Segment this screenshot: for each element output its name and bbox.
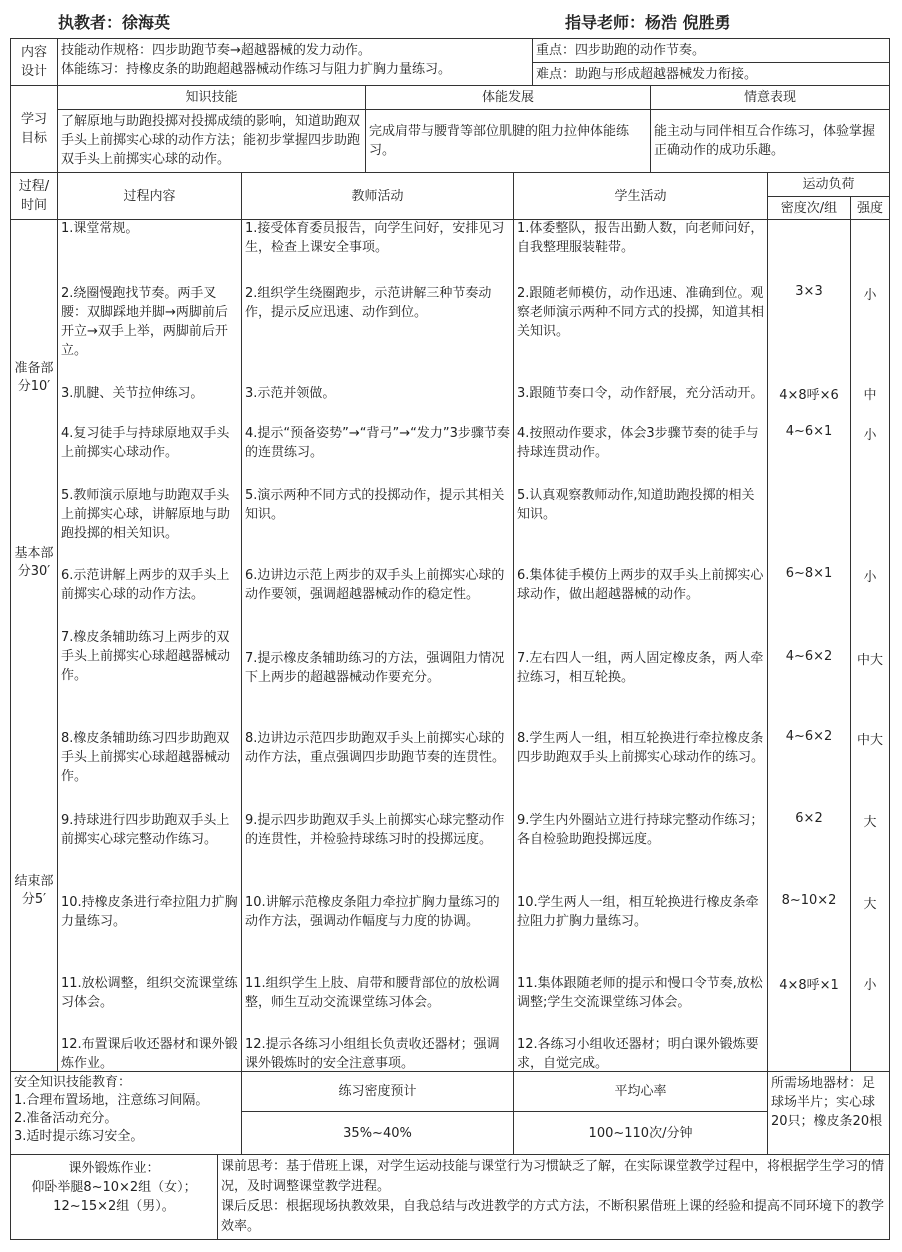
homework-cell [10, 1154, 218, 1240]
heart-rate-label: 平均心率 [513, 1071, 768, 1112]
homework-title: 课外锻炼作业： [68, 1161, 160, 1176]
section-prep: 准备部分10′ [14, 361, 54, 394]
divider [241, 219, 242, 1072]
difficulty: 难点：助跑与形成超越器械发力衔接。 [536, 67, 758, 82]
row-teacher: 9.提示四步助跑双手头上前掷实心球完整动作的连贯性，并检验持球练习时的投掷远度。 [245, 813, 505, 847]
row-student: 2.跟随老师模仿，动作迅速、准确到位。观察老师演示两种不同方式的投掷，知道其相关知识。 [517, 286, 765, 339]
row-teacher: 5.演示两种不同方式的投掷动作，提示其相关知识。 [245, 488, 505, 522]
row-student: 11.集体跟随老师的提示和慢口令节奏,放松调整;学生交流课堂练习体会。 [517, 976, 763, 1010]
row-intensity: 小 [863, 570, 877, 585]
row-teacher: 2.组织学生绕圈跑步，示范讲解三种节奏动作，提示反应迅速、动作到位。 [245, 286, 492, 320]
row-density: 6~8×1 [785, 566, 833, 581]
content-label-cell [10, 38, 58, 86]
row-content: 10.持橡皮条进行牵拉阻力扩胸力量练习。 [61, 895, 238, 929]
safety-cell [10, 1071, 242, 1155]
header-teacher: 教师活动 [241, 172, 514, 220]
row-teacher: 6.边讲边示范上两步的双手头上前掷实心球的动作要领，强调超越器械动作的稳定性。 [245, 568, 505, 602]
divider [850, 219, 851, 1072]
row-content: 9.持球进行四步助跑双手头上前掷实心球完整动作练习。 [61, 813, 230, 847]
goal-header-physical: 体能发展 [365, 85, 651, 110]
row-teacher: 4.提示“预备姿势”→“背弓”→“发力”3步骤节奏的连贯练习。 [245, 426, 510, 460]
pre-class-thinking: 课前思考：基于借班上课，对学生运动技能与课堂行为习惯缺乏了解，在实际课堂教学过程中，将根据学生学习的情况，及时调整课堂教学进程。 [221, 1159, 885, 1194]
row-content: 7.橡皮条辅助练习上两步的双手头上前掷实心球超越器械动作。 [61, 630, 231, 683]
content-label: 内容设计 [20, 45, 47, 79]
row-intensity: 中 [863, 388, 877, 403]
divider [57, 219, 58, 1072]
post-class-reflection: 课后反思：根据现场执教效果，自我总结与改进教学的方式方法，不断积累借班上课的经验和提高不同环境下的教学效率。 [221, 1199, 885, 1234]
reflection-cell [217, 1154, 890, 1240]
goal-physical: 完成肩带与腰背等部位肌腱的阻力拉伸体能练习。 [365, 109, 651, 173]
row-student: 9.学生内外圈站立进行持球完整动作练习；各自检验助跑投掷远度。 [517, 813, 764, 847]
row-content: 11.放松调整，组织交流课堂练习体会。 [61, 976, 238, 1010]
guide-teachers: 指导老师：杨浩 倪胜勇 [565, 13, 731, 32]
row-student: 8.学生两人一组，相互轮换进行牵拉橡皮条四步助跑双手头上前掷实心球动作的练习。 [517, 731, 765, 765]
goal-knowledge: 了解原地与助跑投掷对投掷成绩的影响，知道助跑双手头上前掷实心球的动作方法；能初步掌握四步助跑双手头上前掷实心球的动作。 [57, 109, 366, 173]
row-intensity: 大 [863, 897, 877, 912]
header-content: 过程内容 [57, 172, 242, 220]
key-point: 重点：四步助跑的动作节奏。 [536, 43, 706, 58]
section-basic: 基本部分30′ [14, 546, 54, 579]
row-student: 5.认真观察教师动作,知道助跑投掷的相关知识。 [517, 488, 755, 522]
row-intensity: 中大 [856, 733, 883, 748]
row-teacher: 11.组织学生上肢、肩带和腰背部位的放松调整，师生互动交流课堂练习体会。 [245, 976, 500, 1010]
row-teacher: 7.提示橡皮条辅助练习的方法，强调阻力情况下上两步的超越器械动作要充分。 [245, 651, 505, 685]
row-student: 12.各练习小组收还器材；明白课外锻炼要求，自觉完成。 [517, 1037, 759, 1071]
key-point-cell [532, 38, 890, 63]
row-content: 5.教师演示原地与助跑双手头上前掷实心球，讲解原地与助跑投掷的相关知识。 [61, 488, 231, 541]
row-student: 6.集体徒手模仿上两步的双手头上前掷实心球动作，做出超越器械的动作。 [517, 568, 764, 602]
row-density: 6×2 [795, 811, 823, 826]
homework-line: 12~15×2组（男）。 [53, 1199, 175, 1214]
safety-item: 1.合理布置场地，注意练习间隔。 [14, 1093, 209, 1108]
row-student: 1.体委整队，报告出勤人数，向老师问好，自我整理服装鞋带。 [517, 221, 764, 255]
goal-header-knowledge: 知识技能 [57, 85, 366, 110]
density-label: 练习密度预计 [241, 1071, 514, 1112]
row-density: 4~6×1 [785, 424, 833, 439]
content-design-cell [57, 38, 533, 86]
divider [513, 219, 514, 1072]
row-density: 8~10×2 [781, 893, 837, 908]
content-line-2: 体能练习：持橡皮条的助跑超越器械动作练习与阻力扩胸力量练习。 [61, 62, 452, 77]
row-content: 12.布置课后收还器材和课外锻炼作业。 [61, 1037, 238, 1071]
row-teacher: 10.讲解示范橡皮条阻力牵拉扩胸力量练习的动作方法，强调动作幅度与力度的协调。 [245, 895, 500, 929]
row-density: 3×3 [795, 284, 823, 299]
row-density: 4×8呼×6 [779, 388, 839, 403]
row-teacher: 12.提示各练习小组组长负责收还器材；强调课外锻炼时的安全注意事项。 [245, 1037, 500, 1071]
row-intensity: 中大 [856, 653, 883, 668]
teacher-name: 执教者：徐海英 [58, 13, 171, 32]
row-content: 6.示范讲解上两步的双手头上前掷实心球的动作方法。 [61, 568, 230, 602]
goals-label-cell [10, 85, 58, 173]
row-content: 4.复习徒手与持球原地双手头上前掷实心球动作。 [61, 426, 230, 460]
header-student: 学生活动 [513, 172, 768, 220]
row-density: 4~6×2 [785, 649, 833, 664]
row-density: 4×8呼×1 [779, 978, 839, 993]
difficulty-cell [532, 62, 890, 86]
row-teacher: 1.接受体育委员报告，向学生问好，安排见习生，检查上课安全事项。 [245, 221, 505, 255]
homework-line: 仰卧举腿8~10×2组（女）； [31, 1180, 197, 1195]
safety-item: 2.准备活动充分。 [14, 1111, 118, 1126]
row-teacher: 8.边讲边示范四步助跑双手头上前掷实心球的动作方法，重点强调四步助跑节奏的连贯性。 [245, 731, 506, 765]
header-process-text: 过程/时间 [18, 179, 50, 213]
row-density: 4~6×2 [785, 729, 833, 744]
safety-item: 3.适时提示练习安全。 [14, 1129, 144, 1144]
row-content: 1.课堂常规。 [61, 221, 139, 236]
goal-header-emotion: 情意表现 [650, 85, 890, 110]
row-student: 7.左右四人一组，两人固定橡皮条，两人牵拉练习，相互轮换。 [517, 651, 764, 685]
goals-label: 学习目标 [20, 112, 47, 146]
section-end: 结束部分5′ [14, 874, 54, 907]
row-content: 2.绕圈慢跑找节奏。两手叉腰：双脚踩地并脚→两脚前后开立→双手上举，两脚前后开立。 [61, 286, 228, 358]
row-intensity: 小 [863, 428, 877, 443]
header-load: 运动负荷 [767, 172, 890, 197]
row-student: 4.按照动作要求，体会3步骤节奏的徒手与持球连贯动作。 [517, 426, 759, 460]
row-intensity: 大 [863, 815, 877, 830]
divider [767, 219, 768, 1072]
heart-rate-value: 100~110次/分钟 [513, 1111, 768, 1155]
row-student: 10.学生两人一组，相互轮换进行橡皮条牵拉阻力扩胸力量练习。 [517, 895, 759, 929]
goal-emotion: 能主动与同伴相互合作练习，体验掌握正确动作的成功乐趣。 [650, 109, 890, 173]
safety-title: 安全知识技能教育： [14, 1075, 132, 1090]
row-content: 8.橡皮条辅助练习四步助跑双手头上前掷实心球超越器械动作。 [61, 731, 231, 784]
row-intensity: 小 [863, 978, 877, 993]
header-intensity: 强度 [850, 196, 890, 220]
row-teacher: 3.示范并领做。 [245, 386, 336, 401]
row-student: 3.跟随节奏口令，动作舒展，充分活动开。 [517, 386, 764, 401]
header-process [10, 172, 58, 220]
header-density: 密度次/组 [767, 196, 851, 220]
content-line-1: 技能动作规格：四步助跑节奏→超越器械的发力动作。 [61, 43, 371, 58]
density-value: 35%~40% [241, 1111, 514, 1155]
row-intensity: 小 [863, 288, 877, 303]
row-content: 3.肌腱、关节拉伸练习。 [61, 386, 204, 401]
equipment: 所需场地器材：足球场半片；实心球20只；橡皮条20根 [767, 1071, 890, 1155]
